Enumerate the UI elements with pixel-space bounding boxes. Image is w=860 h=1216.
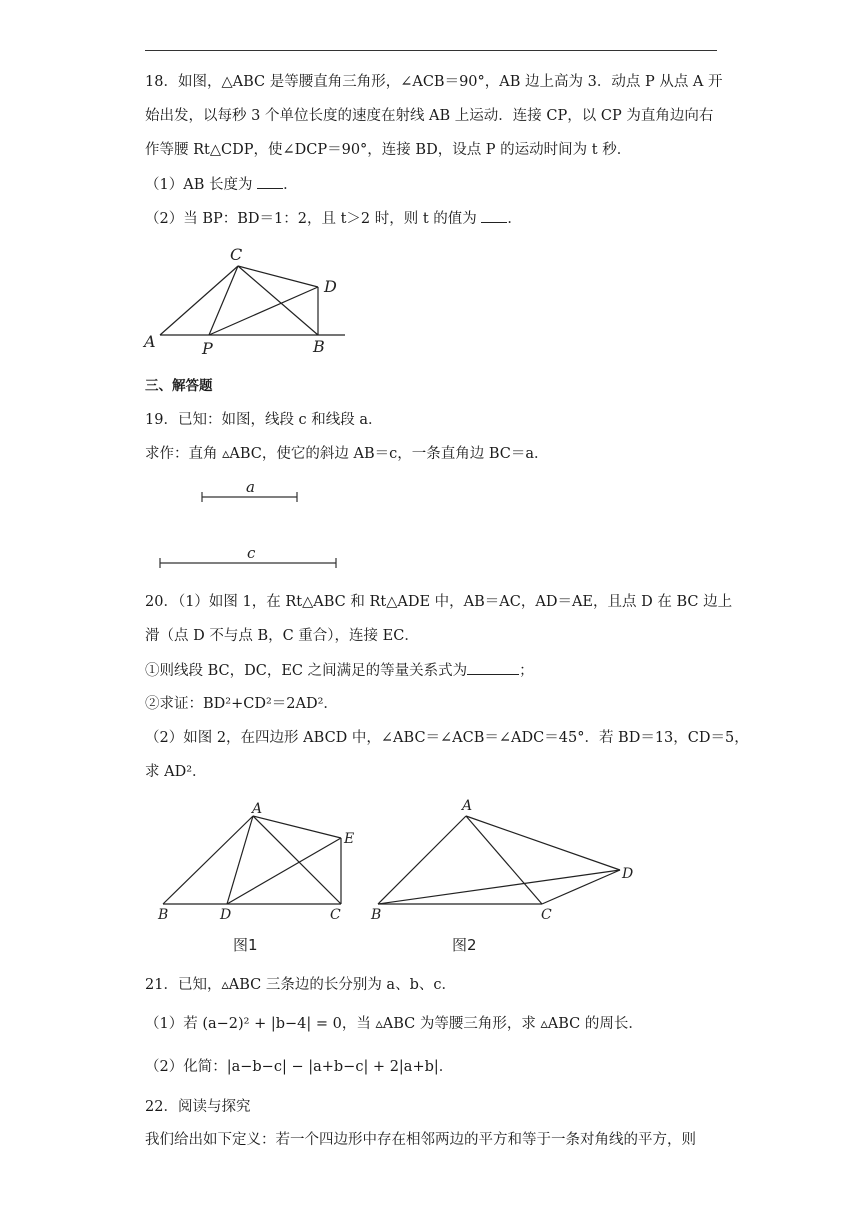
header-rule	[145, 50, 717, 51]
q18-figure	[140, 240, 360, 360]
q20-line6: 求 AD²．	[145, 764, 207, 780]
segment-c-label: c	[247, 544, 256, 562]
q18-part1	[145, 174, 298, 195]
q20-line1: 20．（1）如图 1，在 Rt△ABC 和 Rt△ADE 中，AB＝AC，AD＝AE，且点 D 在 BC 边上	[145, 594, 733, 610]
q18-part2-end: ．	[507, 211, 522, 227]
q21-line3: （2）化简：|a−b−c| − |a+b−c| + 2|a+b|．	[145, 1059, 454, 1075]
q18-line1: 18．如图，△ABC 是等腰直角三角形，∠ACB＝90°，AB 边上高为 3．动点 P 从点 A 开	[145, 74, 723, 90]
fig1-label-C: C	[330, 907, 341, 923]
q20-line4: ②求证：BD²+CD²＝2AD²．	[145, 696, 338, 712]
q19-line1: 19．已知：如图，线段 c 和线段 a．	[145, 412, 383, 428]
q19-figure	[150, 476, 350, 571]
q22-line1: 22．阅读与探究	[145, 1099, 251, 1115]
q20-line3	[145, 660, 534, 681]
q18-part2-text: （2）当 BP：BD＝1：2，且 t＞2 时，则 t 的值为	[145, 211, 477, 227]
answer-blank	[467, 660, 519, 675]
label-B: B	[313, 337, 325, 356]
q20-figures	[150, 795, 650, 960]
q18-part2	[145, 208, 522, 229]
label-D: D	[324, 277, 337, 296]
fig1-label-E: E	[344, 831, 355, 847]
fig2-label-D: D	[622, 866, 634, 882]
segment-a-label: a	[246, 478, 255, 496]
q20-line5: （2）如图 2，在四边形 ABCD 中，∠ABC＝∠ACB＝∠ADC＝45°．若 BD＝13，CD＝5，	[145, 730, 749, 746]
q18-line2: 始出发，以每秒 3 个单位长度的速度在射线 AB 上运动．连接 CP，以 CP 为直角边向右	[145, 108, 714, 124]
q20-line3-end: ；	[519, 663, 534, 679]
q22-line2: 我们给出如下定义：若一个四边形中存在相邻两边的平方和等于一条对角线的平方，则	[145, 1132, 696, 1148]
label-P: P	[202, 339, 213, 358]
q18-part1-end: ．	[283, 177, 298, 193]
fig1-caption: 图1	[233, 936, 258, 954]
fig1-label-B: B	[158, 907, 169, 923]
answer-blank	[481, 208, 507, 223]
q19-line2: 求作：直角 ▵ABC，使它的斜边 AB＝c，一条直角边 BC＝a．	[145, 446, 549, 462]
q18-line3: 作等腰 Rt△CDP，使∠DCP＝90°，连接 BD，设点 P 的运动时间为 t 秒．	[145, 142, 632, 158]
fig2-label-C: C	[541, 907, 552, 923]
fig2-label-A: A	[462, 798, 473, 814]
answer-blank	[257, 174, 283, 189]
q20-line3-text: ①则线段 BC，DC，EC 之间满足的等量关系式为	[145, 663, 468, 679]
fig1-label-A: A	[252, 801, 263, 817]
fig2-caption: 图2	[452, 936, 477, 954]
q20-line2: 滑（点 D 不与点 B，C 重合），连接 EC．	[145, 628, 419, 644]
section-title: 三、解答题	[145, 378, 213, 394]
label-C: C	[230, 245, 243, 264]
label-A: A	[144, 332, 156, 351]
fig2-label-B: B	[371, 907, 382, 923]
fig1-label-D: D	[220, 907, 232, 923]
q21-line2: （1）若 (a−2)² + |b−4| = 0，当 ▵ABC 为等腰三角形，求 ▵ABC 的周长．	[145, 1016, 643, 1032]
q21-line1: 21．已知，▵ABC 三条边的长分别为 a、b、c．	[145, 977, 456, 993]
q18-part1-text: （1）AB 长度为	[145, 177, 253, 193]
